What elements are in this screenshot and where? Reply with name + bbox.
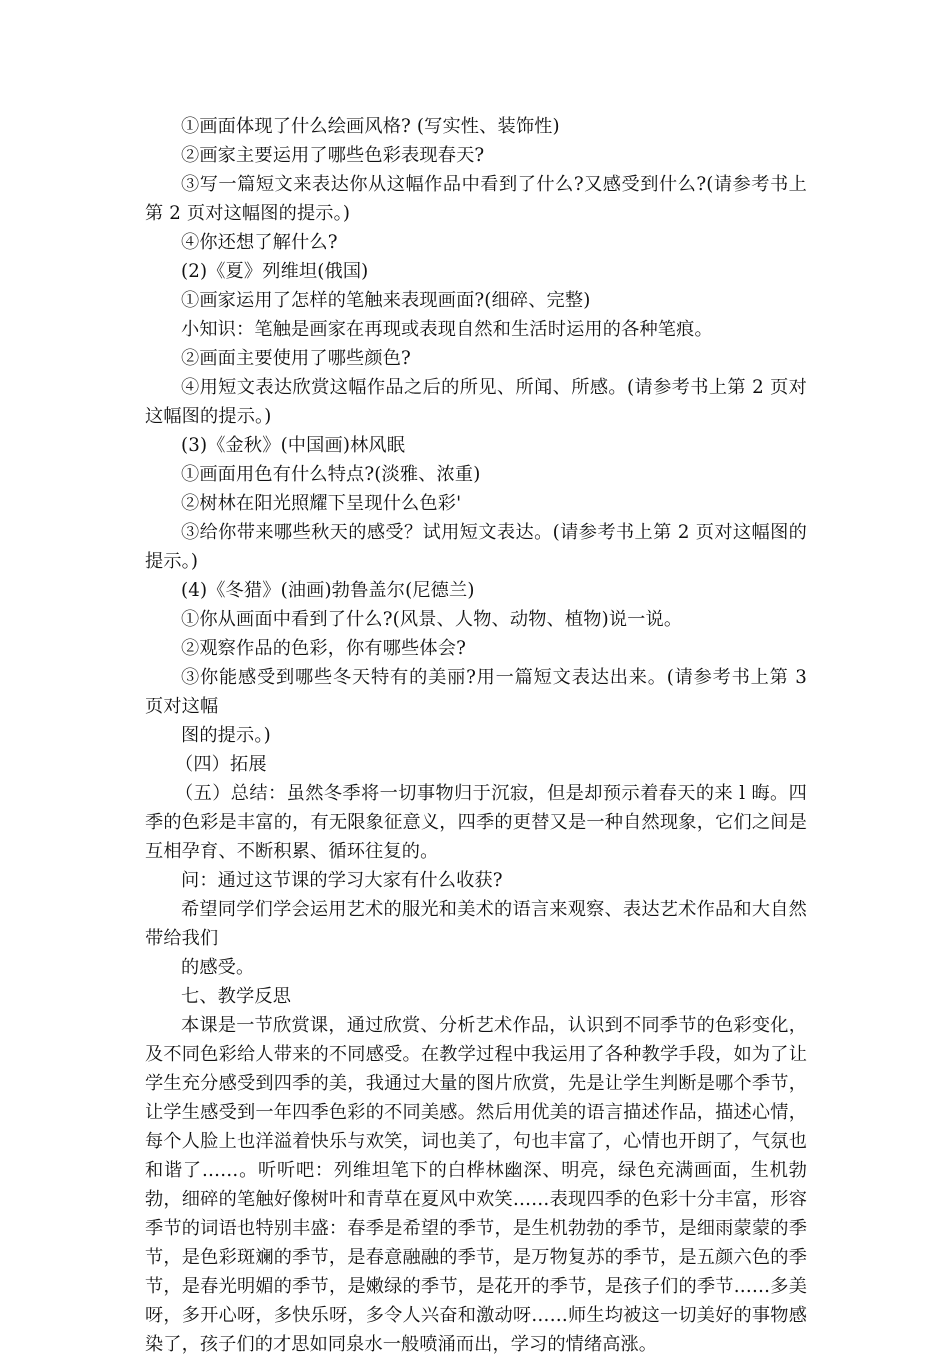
paragraph-question-summer-colors: ②画面主要使用了哪些颜色? bbox=[181, 348, 411, 369]
paragraph-question-essay-spring: ③写一篇短文来表达你从这幅作品中看到了什么?又感受到什么?(请参考书上第 2 页对这幅图的提示。) bbox=[145, 174, 807, 224]
paragraph-question-brushwork: ①画家运用了怎样的笔触来表现画面?(细碎、完整) bbox=[181, 290, 591, 311]
paragraph-question-colors-spring: ②画家主要运用了哪些色彩表现春天? bbox=[181, 145, 485, 166]
paragraph-question-harvest: 问：通过这节课的学习大家有什么收获? bbox=[181, 870, 503, 891]
section-reflection-heading: 七、教学反思 bbox=[181, 986, 292, 1007]
paragraph-question-winter-colors: ②观察作品的色彩，你有哪些体会? bbox=[181, 638, 466, 659]
document-body bbox=[145, 112, 807, 1359]
paragraph-question-autumn-colors: ①画面用色有什么特点?(淡雅、浓重) bbox=[181, 464, 481, 485]
paragraph-hope-ending: 的感受。 bbox=[181, 957, 255, 978]
paragraph-knowledge-brushwork: 小知识：笔触是画家在再现或表现自然和生活时运用的各种笔痕。 bbox=[181, 319, 713, 340]
paragraph-summer-title: (2)《夏》列维坦(俄国) bbox=[181, 261, 369, 282]
paragraph-question-forest-light: ②树林在阳光照耀下呈现什么色彩' bbox=[181, 493, 462, 514]
paragraph-question-style: ①画面体现了什么绘画风格? (写实性、装饰性) bbox=[181, 116, 560, 137]
paragraph-winter-title: (4)《冬猎》(油画)勃鲁盖尔(尼德兰) bbox=[181, 580, 475, 601]
paragraph-reflection: 本课是一节欣赏课，通过欣赏、分析艺术作品，认识到不同季节的色彩变化，及不同色彩给人带来的不同感受。在教学过程中我运用了各种教学手段，如为了让学生充分感受到四季的美，我通过大量的图片欣赏，先是让学生判断是哪个季节，让学生感受到一年四季色彩的不同美感。然后用优美的语言描述作品，描述心情，每个人脸上也洋溢着快乐与欢笑，词也美了，句也丰富了，心情也开朗了，气氛也和谐了……。听听吧：列维坦笔下的白桦林幽深、明亮，绿色充满画面，生机勃勃，细碎的笔触好像树叶和青草在夏风中欢笑……表现四季的色彩十分丰富，形容季节的词语也特别丰盛：春季是希望的季节，是生机勃勃的季节，是细雨蒙蒙的季节，是色彩斑斓的季节，是春意融融的季节，是万物复苏的季节，是五颜六色的季节，是春光明媚的季节，是嫩绿的季节，是花开的季节，是孩子们的季节……多美呀，多开心呀，多快乐呀，多令人兴奋和激动呀……师生均被这一切美好的事物感染了，孩子们的才思如同泉水一般喷涌而出，学习的情绪高涨。 bbox=[145, 1015, 807, 1355]
paragraph-question-summer-essay: ④用短文表达欣赏这幅作品之后的所见、所闻、所感。(请参考书上第 2 页对这幅图的提示。) bbox=[145, 377, 807, 427]
paragraph-autumn-title: (3)《金秋》(中国画)林风眠 bbox=[181, 435, 406, 456]
paragraph-question-learn-more: ④你还想了解什么? bbox=[181, 232, 338, 253]
paragraph-summary: （五）总结：虽然冬季将一切事物归于沉寂，但是却预示着春天的来 l 晦。四季的色彩是丰富的，有无限象征意义，四季的更替又是一种自然现象，它们之间是互相孕育、不断积累、循环往复的。 bbox=[145, 783, 807, 862]
paragraph-question-winter-scene: ①你从画面中看到了什么?(风景、人物、动物、植物)说一说。 bbox=[181, 609, 683, 630]
paragraph-question-winter-hint: 图的提示。) bbox=[181, 725, 271, 746]
paragraph-question-winter-beauty: ③你能感受到哪些冬天特有的美丽?用一篇短文表达出来。(请参考书上第 3 页对这幅 bbox=[145, 667, 807, 717]
paragraph-question-autumn-feeling: ③给你带来哪些秋天的感受？试用短文表达。(请参考书上第 2 页对这幅图的提示。) bbox=[145, 522, 807, 572]
section-extension-heading: （四）拓展 bbox=[175, 754, 267, 775]
paragraph-hope: 希望同学们学会运用艺术的服光和美术的语言来观察、表达艺术作品和大自然带给我们 bbox=[145, 899, 807, 949]
